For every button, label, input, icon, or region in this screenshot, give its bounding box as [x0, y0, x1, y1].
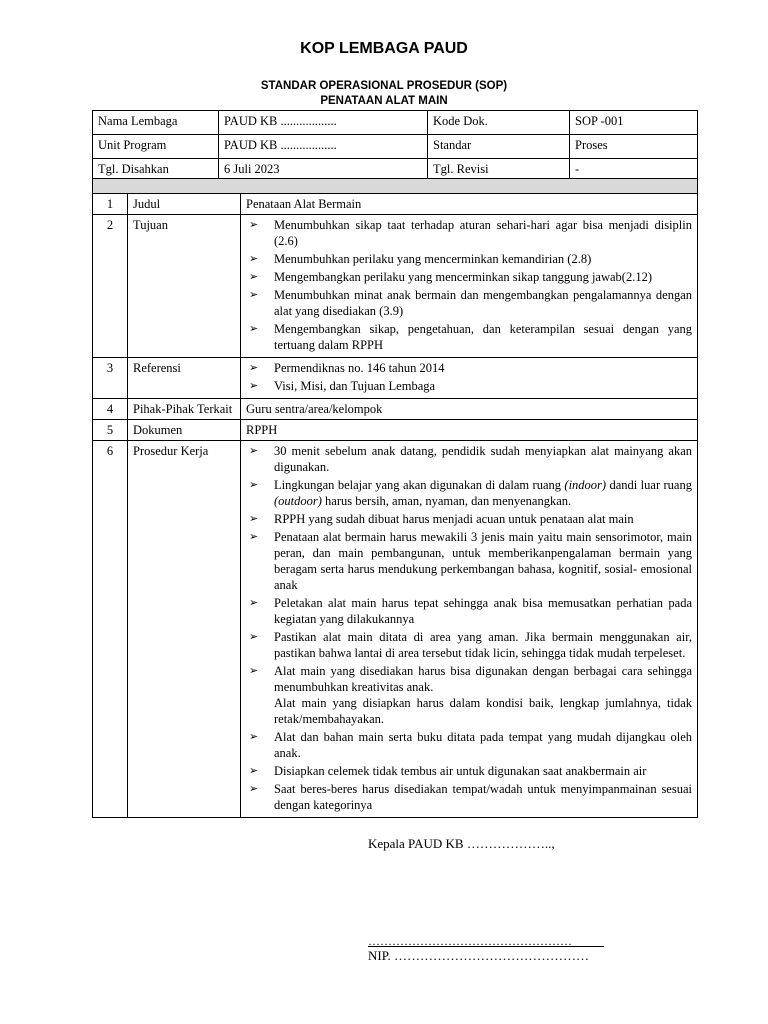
document-subtitle-sop: STANDAR OPERASIONAL PROSEDUR (SOP) [260, 80, 508, 92]
info-value: PAUD KB .................. [219, 111, 428, 135]
table-row [93, 215, 698, 358]
info-row [93, 135, 698, 159]
table-row [93, 441, 698, 818]
list-item: ➢ Menumbuhkan sikap taat terhadap aturan sehari-hari agar bisa menjadi disiplin (2.6) [246, 217, 692, 249]
document-title: KOP LEMBAGA PAUD [300, 40, 468, 57]
prosedur-list [246, 443, 692, 813]
table-row [93, 194, 698, 215]
info-value: 6 Juli 2023 [219, 159, 428, 183]
italic-term: (indoor) [564, 478, 607, 492]
row-label: Tujuan [128, 215, 241, 358]
text-segment: Lingkungan belajar yang akan digunakan di dalam ruang [274, 478, 565, 492]
row-content [241, 358, 698, 399]
row-label: Pihak-Pihak Terkait [128, 399, 241, 420]
table-row [93, 420, 698, 441]
list-item: ➢ Permendiknas no. 146 tahun 2014 [246, 360, 692, 376]
document-info-table [92, 110, 698, 183]
info-row [93, 111, 698, 135]
row-label: Judul [128, 194, 241, 215]
info-value: Proses [570, 135, 698, 159]
info-value: PAUD KB .................. [219, 135, 428, 159]
row-content [241, 441, 698, 818]
referensi-list [246, 360, 692, 394]
list-item: ➢ Alat dan bahan main serta buku ditata pada tempat yang mudah dijangkau oleh anak. [246, 729, 692, 761]
row-number: 3 [93, 358, 128, 399]
list-item [246, 477, 692, 509]
table-row [93, 399, 698, 420]
document-subtitle-topic: PENATAAN ALAT MAIN [320, 95, 448, 107]
row-number: 6 [93, 441, 128, 818]
list-item: ➢ Pastikan alat main ditata di area yang aman. Jika bermain menggunakan air, pastikan bahwa lantai di area tersebut tidak licin, sehingga tidak mudah terpeleset. [246, 629, 692, 661]
list-item: ➢ Disiapkan celemek tidak tembus air untuk digunakan saat anakbermain air [246, 763, 692, 779]
list-item: ➢ Menumbuhkan minat anak bermain dan mengembangkan pengalamannya dengan alat yang disediakan (3.9) [246, 287, 692, 319]
row-number: 2 [93, 215, 128, 358]
signature-name-placeholder: …………………………………………… [368, 934, 572, 948]
info-value: - [570, 159, 698, 183]
list-item: ➢ Visi, Misi, dan Tujuan Lembaga [246, 378, 692, 394]
row-content [241, 215, 698, 358]
row-content: RPPH [241, 420, 698, 441]
info-label: Kode Dok. [428, 111, 570, 135]
signature-nip: NIP. ……………………………………… [368, 948, 590, 963]
text-segment: dandi luar ruang [606, 478, 692, 492]
header-bar-cell [93, 179, 698, 194]
row-number: 5 [93, 420, 128, 441]
list-item: ➢ Menumbuhkan perilaku yang mencerminkan kemandirian (2.8) [246, 251, 692, 267]
sub-paragraph: Alat main yang disiapkan harus dalam kondisi baik, lengkap jumlahnya, tidak retak/membahayakan. [274, 696, 692, 726]
row-label: Prosedur Kerja [128, 441, 241, 818]
tujuan-list [246, 217, 692, 353]
info-label: Nama Lembaga [93, 111, 219, 135]
list-item: ➢ 30 menit sebelum anak datang, pendidik sudah menyiapkan alat mainyang akan digunakan. [246, 443, 692, 475]
row-content: Guru sentra/area/kelompok [241, 399, 698, 420]
row-content: Penataan Alat Bermain [241, 194, 698, 215]
list-item [246, 663, 692, 727]
text-segment: Alat main yang disediakan harus bisa digunakan dengan berbagai cara sehingga menumbuhkan kreativitas anak. [274, 664, 692, 694]
list-item: ➢ Peletakan alat main harus tepat sehingga anak bisa memusatkan perhatian pada kegiatan yang dilakukannya [246, 595, 692, 627]
list-item: ➢ Penataan alat bermain harus mewakili 3 jenis main yaitu main sensorimotor, main peran, dan main pembangunan, untuk memberikanpengalaman bermain yang beragam serta harus mendukung perkembangan bahasa, kognitif, sosial- emosional anak [246, 529, 692, 593]
list-item: ➢ Mengembangkan sikap, pengetahuan, dan keterampilan sesuai dengan yang tertuang dalam RPPH [246, 321, 692, 353]
info-label: Tgl. Disahkan [93, 159, 219, 183]
row-label: Dokumen [128, 420, 241, 441]
signature-line [368, 946, 604, 947]
list-item: ➢ Mengembangkan perilaku yang mencerminkan sikap tanggung jawab(2.12) [246, 269, 692, 285]
list-item: ➢ Saat beres-beres harus disediakan tempat/wadah untuk menyimpanmainan sesuai dengan kategorinya [246, 781, 692, 813]
italic-term: (outdoor) [274, 494, 322, 508]
info-value: SOP -001 [570, 111, 698, 135]
info-label: Tgl. Revisi [428, 159, 570, 183]
row-number: 4 [93, 399, 128, 420]
text-segment: harus bersih, aman, nyaman, dan menyenangkan. [321, 494, 572, 508]
signature-title: Kepala PAUD KB ……………….., [368, 836, 555, 851]
sop-content-table [92, 178, 698, 818]
info-label: Unit Program [93, 135, 219, 159]
list-item: ➢ RPPH yang sudah dibuat harus menjadi acuan untuk penataan alat main [246, 511, 692, 527]
table-row [93, 358, 698, 399]
row-label: Referensi [128, 358, 241, 399]
info-label: Standar [428, 135, 570, 159]
table-header-bar [93, 179, 698, 194]
row-number: 1 [93, 194, 128, 215]
